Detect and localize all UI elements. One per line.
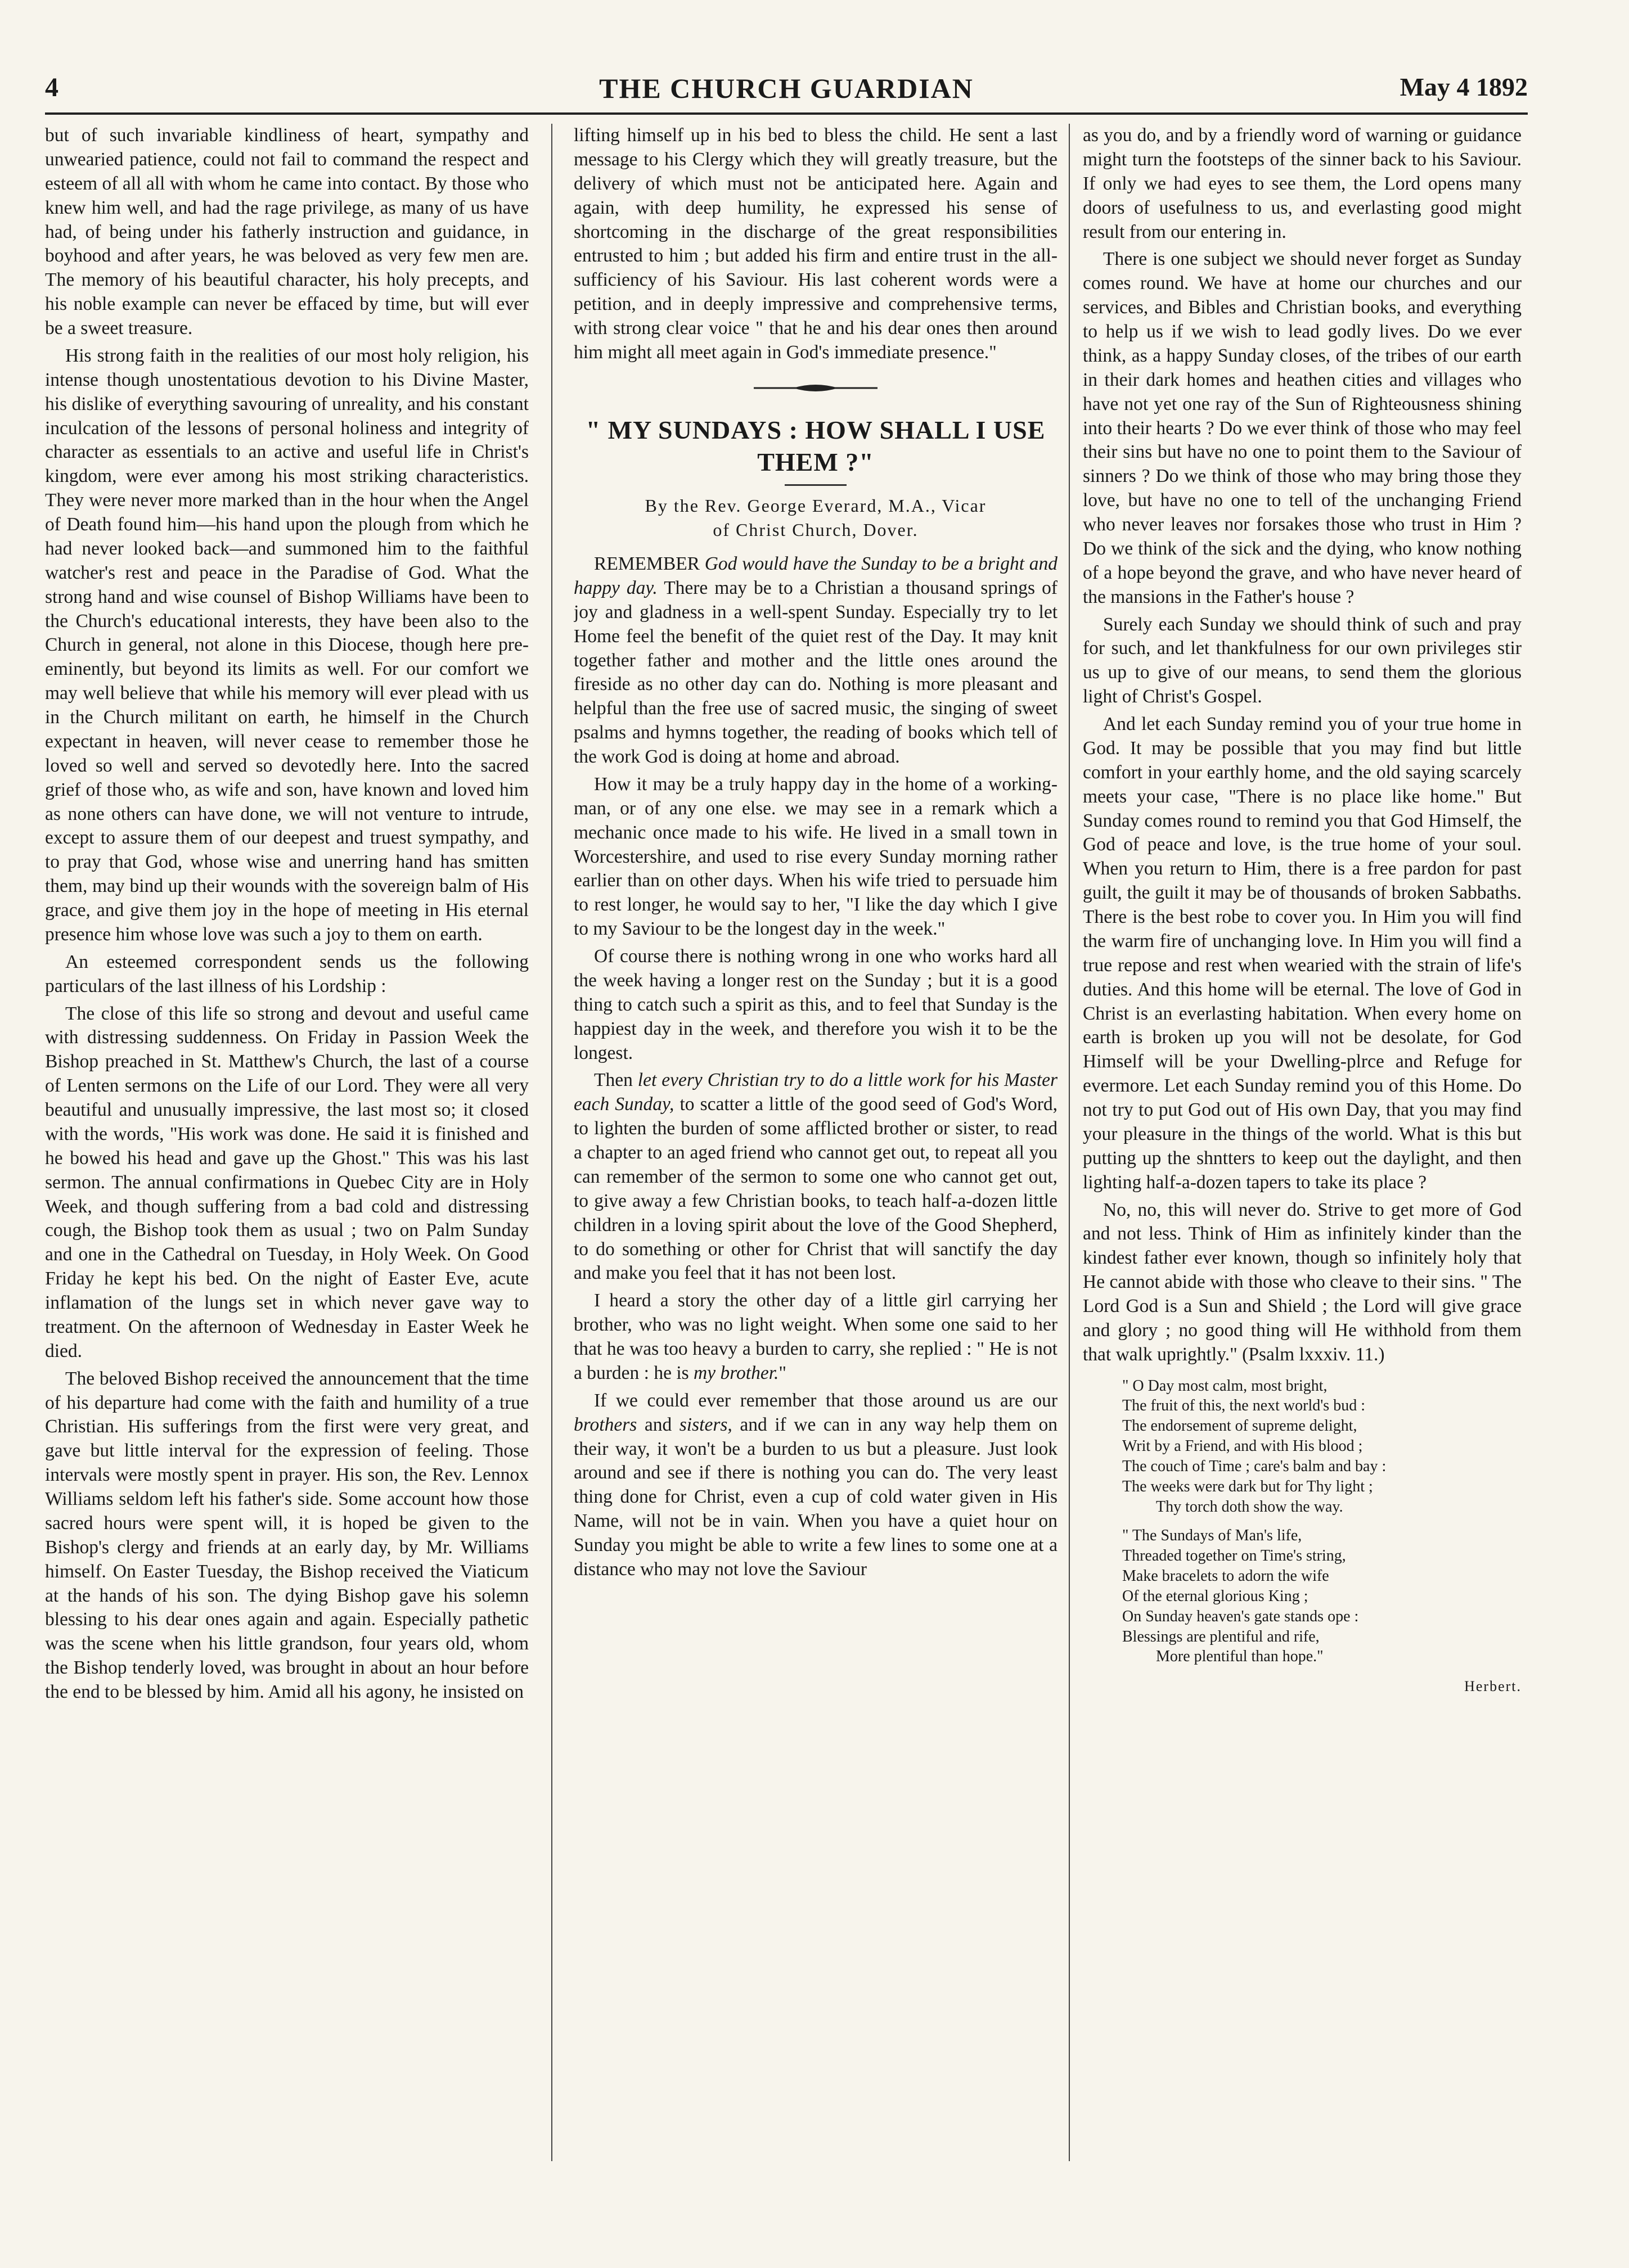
ornament-icon (731, 381, 900, 395)
text-run: There may be to a Christian a thousand springs of joy and gladness in a well-spent Sunday. Especially try to let Home feel the benefit of the quiet rest of the Day. It may knit together father and mother and the little ones around the fireside as no other day can do. Nothing is more pleasant and helpful than the free use of sacred music, the singing of sweet psalms and hymns together, the reading of books which tell of the work God is doing at home and abroad. (574, 577, 1058, 767)
poem-line: Thy torch doth show the way. (1156, 1498, 1343, 1516)
paragraph: His strong faith in the realities of our most holy religion, his intense though unostentatious devotion to his Divine Master, his dislike of everything savouring of unreality, and his constant inculcation of the lessons of personal holiness and integrity of character as essentials to an active and useful life in Christ's kingdom, were ever among his most striking characteristics. They were never more marked than in the hour when the Angel of Death found him—his hand upon the plough from which he had never looked back—and summoned him to the faithful watcher's rest and peace in the Paradise of God. What the strong hand and wise counsel of Bishop Williams have been to the Church's educational interests, they have been also to the Church in general, not alone in this Diocese, though here pre-eminently, but beyond its limits as well. For our comfort we may well believe that while his memory will ever plead with us in the Church militant on earth, he himself in the Church expectant in heaven, will never cease to remember those he loved so well and served so devotedly here. Into the sacred grief of those who, as wife and son, have known and loved him as none others can have done, we will not venture to intrude, except to assure them of our deepest and truest sympathy, and to pray that God, whose wise and unerring hand has smitten them, may bind up their wounds with the sovereign balm of His grace, and give them joy in the hope of meeting in His eternal presence him whose love was such a joy to them on earth. (45, 345, 529, 945)
text-run: and (637, 1414, 680, 1435)
paragraph: but of such invariable kindliness of heart, sympathy and unwearied patience, could not fail to command the respect and esteem of all all with whom he came into contact. By those who knew him well, and had the rage privilege, as many of us have had, of being under his fatherly instruction and guidance, in boyhood and after years, he was beloved as very few men are. The memory of his beautiful character, his holy precepts, and his noble example can never be effaced by time, but will ever be a sweet treasure. (45, 125, 529, 339)
paragraph: as you do, and by a friendly word of warning or guidance might turn the footsteps of the sinner back to his Saviour. If only we had eyes to see them, the Lord opens many doors of usefulness to us, and everlasting good might result from our entering in. (1083, 125, 1522, 242)
newspaper-title: THE CHURCH GUARDIAN (599, 73, 974, 104)
issue-date: May 4 1892 (1400, 73, 1528, 101)
paragraph: There is one subject we should never forget as Sunday comes round. We have at home our churches and our services, and Bibles and Christian books, and everything to help us if we wish to lead godly lives. Do we ever think, as a happy Sunday closes, of the tribes of our earth in their dark homes and heathen cities and villages who have not yet one ray of the Sun of Righteousness shining into their hearts ? Do we ever think of those who may feel their sins but have no one to point them to the Saviour of sinners ? Do we think of those who may bring those they love, but have no one to tell of the unchanging Friend who never leaves nor forsakes those who trust in Him ? Do we think of the sick and the dying, who know nothing of a hope beyond the grave, and who have never heard of the mansions in the Father's house ? (1083, 249, 1522, 607)
poem-line: More plentiful than hope." (1156, 1648, 1324, 1666)
paragraph: Of course there is nothing wrong in one who works hard all the week having a longer rest on the Sunday ; but it is a good thing to catch such a spirit as this, and to feel that Sunday is the happiest day in the week, and therefore you wish it to be the longest. (574, 946, 1058, 1063)
paragraph: The beloved Bishop received the announcement that the time of his departure had come with the faith and humility of a true Christian. His sufferings from the first were very great, and gave but little interval for the expression of feeling. Those intervals were mostly spent in prayer. His son, the Rev. Lennox Williams seldom left his father's side. Some account how those sacred hours were spent will, it is hoped be given to the Bishop's clergy and friends at an early day, by Mr. Williams himself. On Easter Tuesday, the Bishop received the Viaticum at the hands of his son. The dying Bishop gave his solemn blessing to his dear ones again and again. Especially pathetic was the scene when his little grandson, four years old, whom the Bishop tenderly loved, was brought in about an hour before the end to be blessed by him. Amid all his agony, he insisted on (45, 1368, 529, 1702)
italic-text: God would have the Sunday to be a bright and happy day. (574, 553, 1058, 598)
paragraph: And let each Sunday remind you of your true home in God. It may be possible that you may find but little comfort in your earthly home, and the old saying scarcely meets your case, "There is no place like home." But Sunday comes round to remind you that God Himself, the God of peace and love, is the true home of your soul. When you return to Him, there is a free pardon for past guilt, the guilt it may be of thousands of broken Sabbaths. There is the best robe to cover you. In Him you will find the warm fire of unchanging love. In Him you will find a true repose and rest when wearied with the strain of life's duties. And this home will be eternal. The love of God in Christ is an everlasting habitation. When every home on earth is broken up you will not be desolate, for God Himself will be your Dwelling-plrce and Refuge for evermore. Let each Sunday remind you of this Home. Do not try to put God out of His own Day, that you may find your pleasure in the things of the world. What is this but putting up the shntters to keep out the daylight, and then lighting half-a-dozen tapers to take its place ? (1083, 714, 1522, 1193)
paragraph (574, 1068, 1058, 1286)
poem-attribution: Herbert. (1464, 1678, 1522, 1695)
byline-line: of Christ Church, Dover. (713, 519, 919, 540)
poem-line: Make bracelets to adorn the wife (1122, 1567, 1329, 1585)
poem-line: " O Day most calm, most bright, (1122, 1377, 1328, 1395)
ornamental-divider (574, 377, 1058, 402)
poem-line: The fruit of this, the next world's bud : (1122, 1397, 1365, 1415)
text-run: to scatter a little of the good seed of God's Word, to lighten the burden of some afflicted brother or sister, to read a chapter to an aged friend who cannot get out, to repeat all you can remember of the sermon to some one who cannot get out, to give away a few Christian books, to teach half-a-dozen little children in a loving spirit about the love of the Good Shepherd, to do something or other for Christ that will sanctify the day and make you feel that it has not been lost. (574, 1094, 1058, 1284)
poem-line: Of the eternal glorious King ; (1122, 1587, 1308, 1605)
paragraph (574, 1389, 1058, 1582)
byline-line: By the Rev. George Everard, M.A., Vicar (645, 495, 987, 516)
paragraph: No, no, this will never do. Strive to get more of God and not less. Think of Him as infinitely kinder than the kindest father ever known, though so infinitely holy that He cannot abide with those who cleave to their sins. " The Lord God is a Sun and Shield ; the Lord will give grace and glory ; no good thing will He withhold from them that walk uprightly." (Psalm lxxxiv. 11.) (1083, 1199, 1522, 1365)
paragraph: The close of this life so strong and devout and useful came with distressing suddenness. On Friday in Passion Week the Bishop preached in St. Matthew's Church, the last of a course of Lenten sermons on the Life of our Lord. They were all very beautiful and unusually impressive, the last most so; it closed with the words, "His work was done. He said it is finished and he bowed his head and gave up the Ghost." This was his last sermon. The annual confirmations in Quebec City are in Holy Week, and though suffering from a bad cold and distressing cough, the Bishop took them as usual ; two on Palm Sunday and one in the Cathedral on Tuesday, in Holy Week. On Good Friday he kept his bed. On the night of Easter Eve, acute inflamation of the lungs set in which never gave way to treatment. On the afternoon of Wednesday in Easter Week he died. (45, 1003, 529, 1361)
masthead (45, 62, 1528, 112)
poem-line: " The Sundays of Man's life, (1122, 1527, 1302, 1545)
poem-stanza-1 (1122, 1376, 1522, 1517)
paragraph (574, 1289, 1058, 1386)
paragraph: An esteemed correspondent sends us the following particulars of the last illness of his Lordship : (45, 951, 529, 997)
poem-line: The endorsement of supreme delight, (1122, 1417, 1357, 1435)
article-headline: " MY SUNDAYS : HOW SHALL I USE THEM ?" (586, 415, 1046, 477)
poem-line: The weeks were dark but for Thy light ; (1122, 1477, 1373, 1495)
poem-line: Blessings are plentiful and rife, (1122, 1627, 1320, 1645)
column-divider (1069, 124, 1070, 2161)
poem-line: Writ by a Friend, and with His blood ; (1122, 1437, 1363, 1455)
italic-text: my brother. (694, 1362, 779, 1383)
text-run: If we could ever remember that those around us are our (594, 1390, 1058, 1411)
italic-text: brothers (574, 1414, 637, 1435)
poem-line: On Sunday heaven's gate stands ope : (1122, 1607, 1359, 1625)
paragraph: lifting himself up in his bed to bless the child. He sent a last message to his Clergy which they will greatly treasure, but the delivery of which must not be anticipated here. Again and again, with deep humility, he expressed his sense of shortcoming in the discharge of the great responsibilities entrusted to him ; but added his firm and entire trust in the all-sufficiency of his Saviour. His last coherent words were a petition, and in deeply impressive and comprehensive terms, with strong clear voice " that he and his dear ones then around him might all meet again in God's immediate presence." (574, 125, 1058, 363)
text-run: Then (594, 1070, 638, 1091)
paragraph: Surely each Sunday we should think of such and pray for such, and let thankfulness for our own privileges stir us up to give of our means, to send them the glorious light of Christ's Gospel. (1083, 614, 1522, 707)
text-run: I heard a story the other day of a little girl carrying her brother, who was no light weight. When some one said to her that he was too heavy a burden to carry, she replied : " He is not a burden : he is (574, 1290, 1058, 1383)
text-run: and if we can in any way help them on their way, it won't be a burden to us but a pleasure. Just look around and see if there is nothing you can do. The very least thing done for Christ, even a cup of cold water given in His Name, will not be in vain. When you have a quiet hour on Sunday you might be able to write a few lines to some one at a distance who may not love the Saviour (574, 1414, 1058, 1580)
poem-stanza-2 (1122, 1526, 1522, 1667)
column-1 (45, 124, 529, 2161)
italic-text: let every Christian try to do a little work for his Master each Sunday, (574, 1070, 1058, 1115)
paragraph (574, 552, 1058, 769)
masthead-rule (45, 112, 1528, 115)
poem-line: The couch of Time ; care's balm and bay : (1122, 1457, 1387, 1475)
paragraph: How it may be a truly happy day in the home of a working-man, or of any one else. we may see in a remark which a mechanic once made to his wife. He lived in a small town in Worcestershire, and used to rise every Sunday morning rather earlier than on other days. When his wife tried to persuade him to rest longer, he would say to her, "I like the day which I give to my Saviour to be the longest day in the week." (574, 773, 1058, 940)
poem-line: Threaded together on Time's string, (1122, 1547, 1346, 1565)
article-byline (574, 494, 1058, 542)
column-3 (1083, 124, 1522, 2161)
text-run: REMEMBER (594, 553, 705, 574)
italic-text: sisters, (679, 1414, 732, 1435)
column-2 (574, 124, 1058, 2161)
text-run: " (778, 1362, 787, 1383)
page-number: 4 (45, 73, 58, 102)
headline-rule (785, 484, 847, 486)
column-divider (551, 124, 552, 2161)
